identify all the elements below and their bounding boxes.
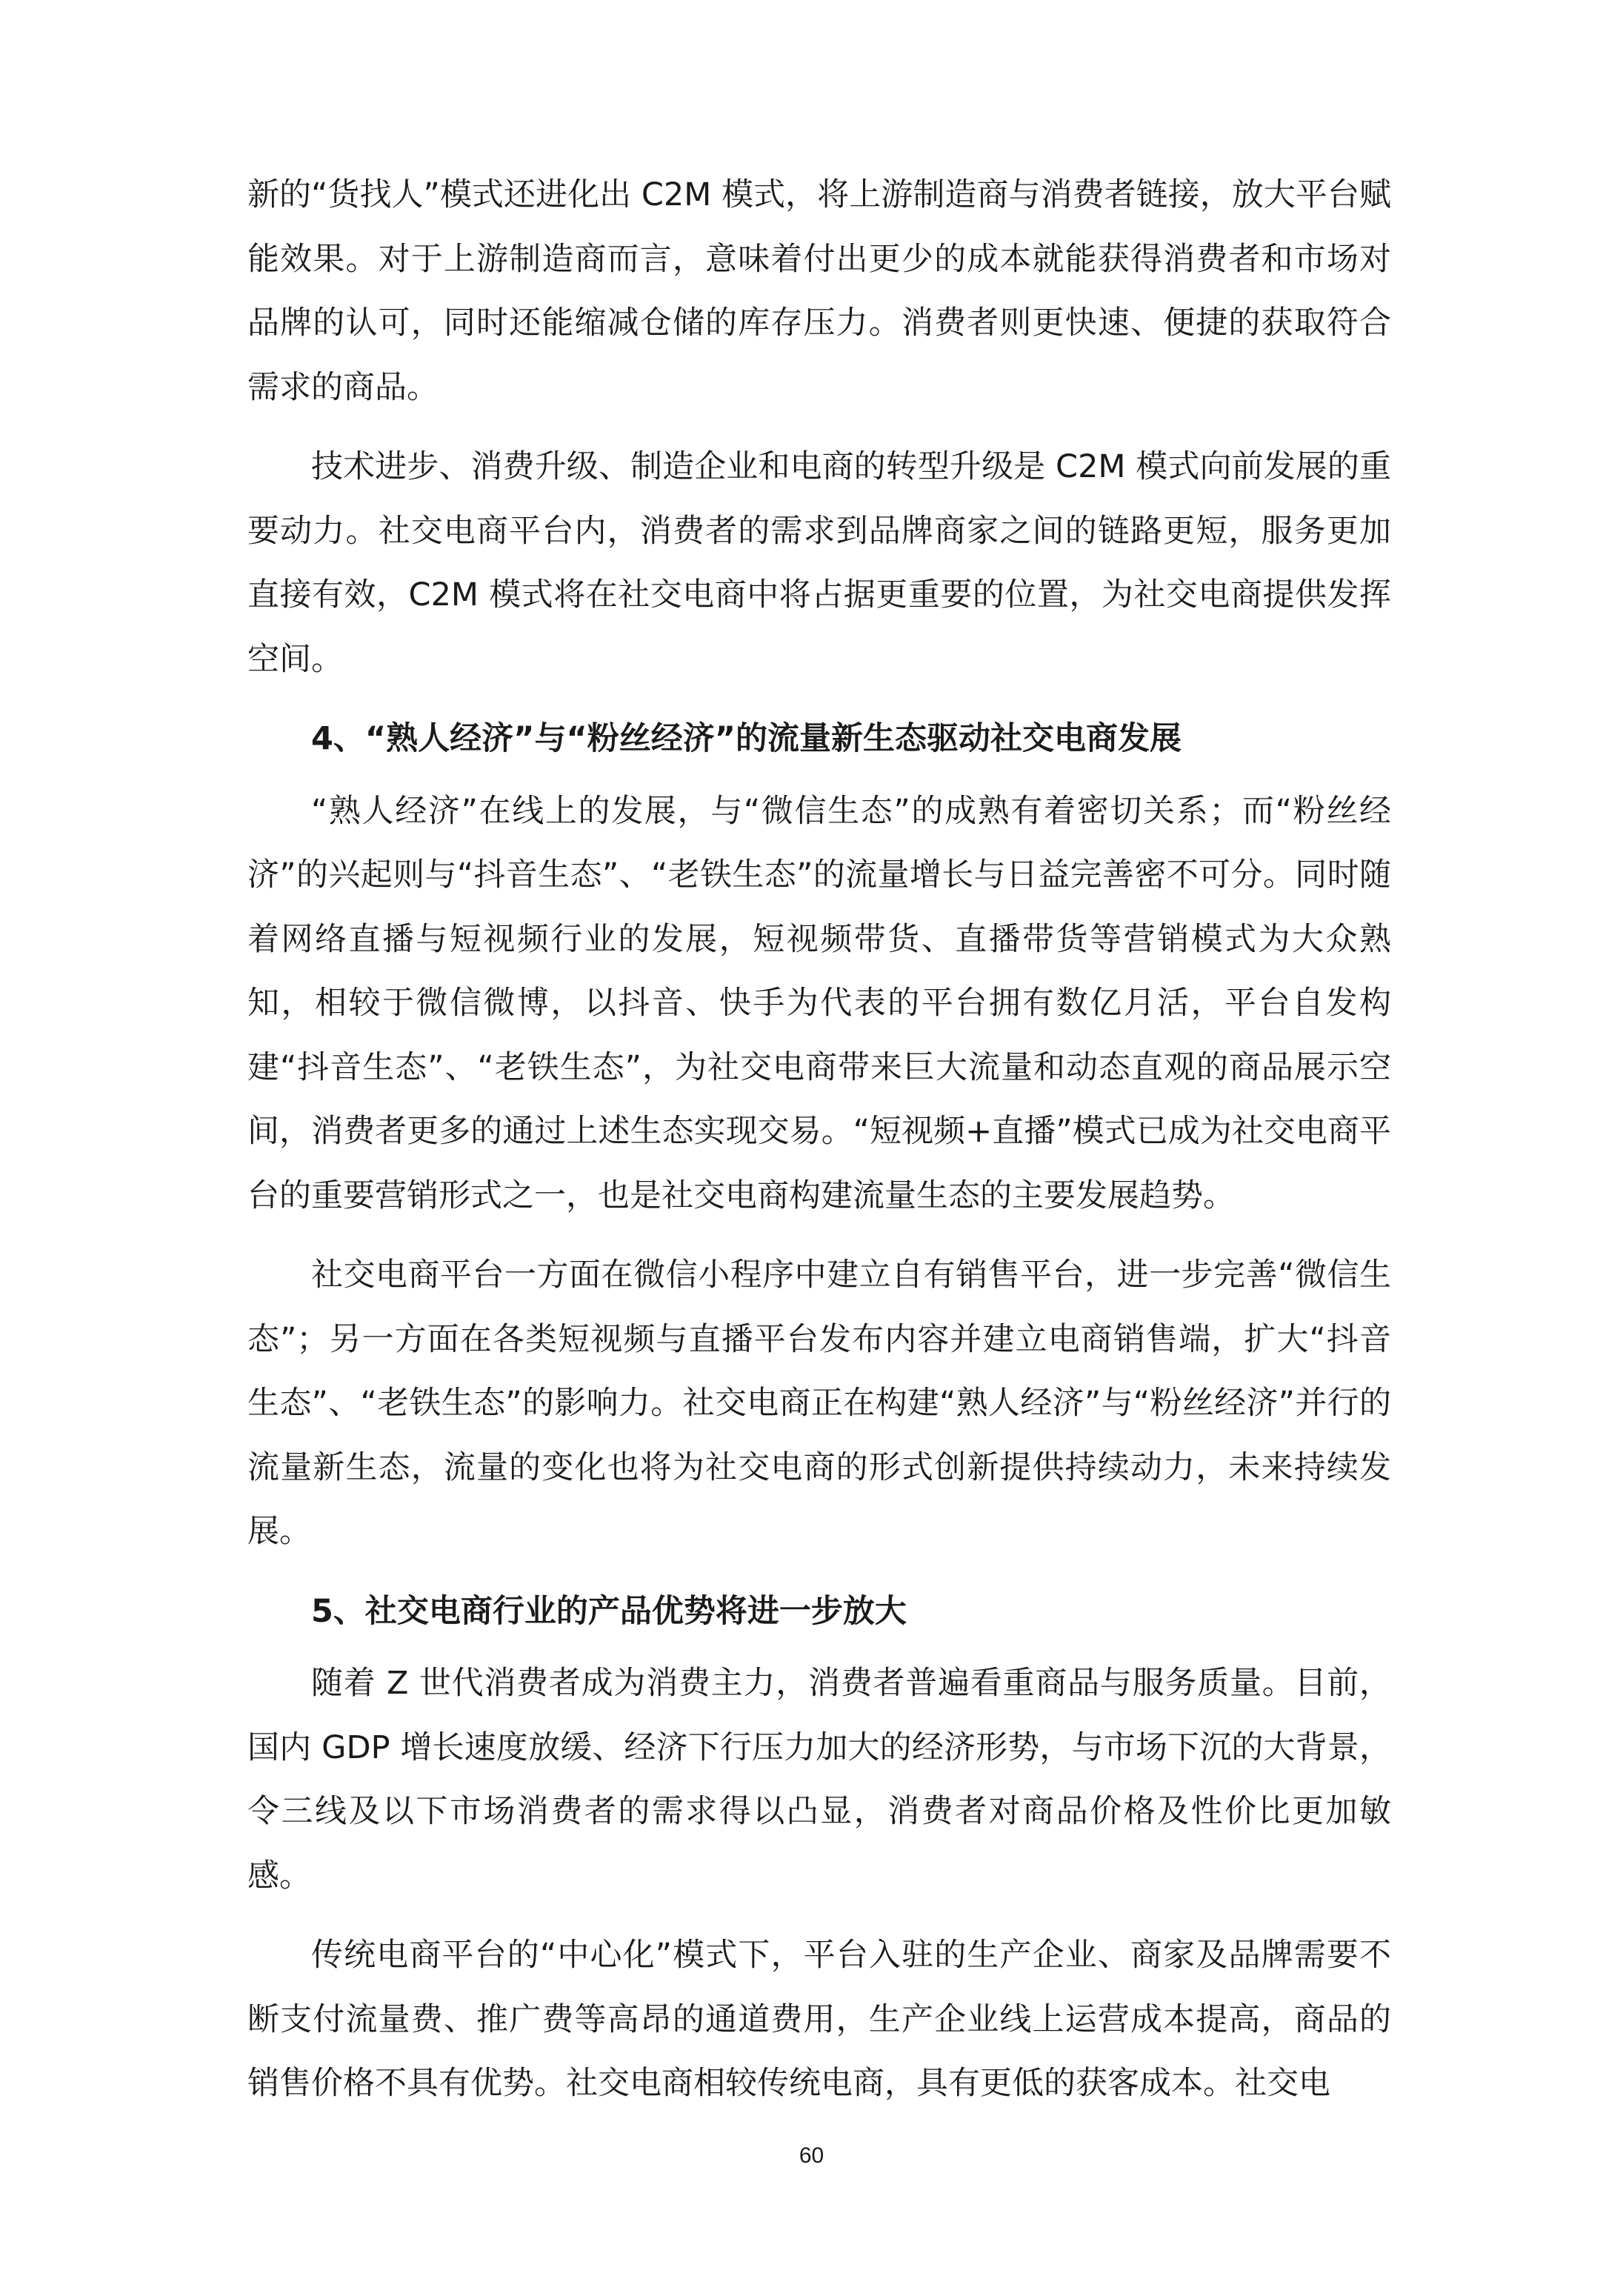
body-paragraph: “熟人经济”在线上的发展，与“微信生态”的成熟有着密切关系；而“粉丝经济”的兴起则与“抖音生态”、“老铁生态”的流量增长与日益完善密不可分。同时随着网络直播与短视频行业的发展，短视频带货、直播带货等营销模式为大众熟知，相较于微信微博，以抖音、快手为代表的平台拥有数亿月活，平台自发构建“抖音生态”、“老铁生态”，为社交电商带来巨大流量和动态直观的商品展示空间，消费者更多的通过上述生态实现交易。“短视频+直播”模式已成为社交电商平台的重要营销形式之一，也是社交电商构建流量生态的主要发展趋势。	[247, 792, 1391, 1214]
body-paragraph: 传统电商平台的“中心化”模式下，平台入驻的生产企业、商家及品牌需要不断支付流量费、推广费等高昂的通道费用，生产企业线上运营成本提高，商品的销售价格不具有优势。社交电商相较传统电商，具有更低的获客成本。社交电	[247, 1937, 1391, 2102]
body-paragraph: 新的“货找人”模式还进化出 C2M 模式，将上游制造商与消费者链接，放大平台赋能效果。对于上游制造商而言，意味着付出更少的成本就能获得消费者和市场对品牌的认可，同时还能缩减仓储的库存压力。消费者则更快速、便捷的获取符合需求的商品。	[247, 176, 1391, 406]
body-paragraph: 社交电商平台一方面在微信小程序中建立自有销售平台，进一步完善“微信生态”；另一方面在各类短视频与直播平台发布内容并建立电商销售端，扩大“抖音生态”、“老铁生态”的影响力。社交电商正在构建“熟人经济”与“粉丝经济”并行的流量新生态，流量的变化也将为社交电商的形式创新提供持续动力，未来持续发展。	[247, 1257, 1391, 1550]
section-heading: 5、社交电商行业的产品优势将进一步放大	[311, 1592, 907, 1630]
page-content	[247, 163, 1391, 2132]
page-number: 60	[799, 2143, 824, 2168]
body-paragraph: 技术进步、消费升级、制造企业和电商的转型升级是 C2M 模式向前发展的重要动力。社交电商平台内，消费者的需求到品牌商家之间的链路更短，服务更加直接有效，C2M 模式将在社交电商中将占据更重要的位置，为社交电商提供发挥空间。	[247, 448, 1391, 678]
body-paragraph: 随着 Z 世代消费者成为消费主力，消费者普遍看重商品与服务质量。目前，国内 GDP 增长速度放缓、经济下行压力加大的经济形势，与市场下沉的大背景，令三线及以下市场消费者的需求得以凸显，消费者对商品价格及性价比更加敏感。	[247, 1665, 1391, 1894]
section-heading: 4、“熟人经济”与“粉丝经济”的流量新生态驱动社交电商发展	[311, 720, 1182, 757]
